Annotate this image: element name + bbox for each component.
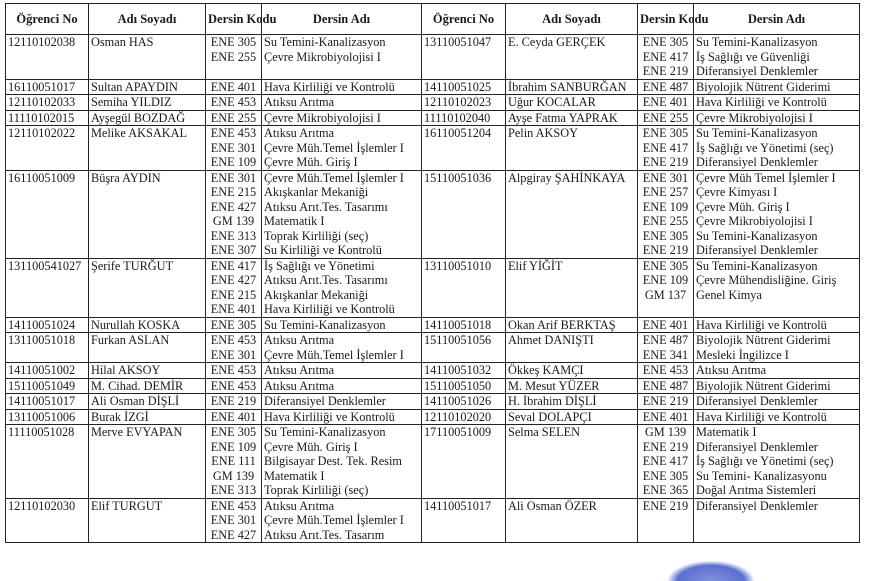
course-codes <box>206 110 262 126</box>
course-names <box>694 170 860 258</box>
course-names <box>694 317 860 333</box>
student-name: Ayşegül BOZDAĞ <box>89 110 206 126</box>
course-code: ENE 401 <box>210 409 257 424</box>
course-code: ENE 417 <box>642 454 689 468</box>
student-name: Furkan ASLAN <box>89 333 206 363</box>
course-code: ENE 305 <box>210 35 257 49</box>
course-codes <box>206 394 262 410</box>
student-number: 17110051009 <box>422 425 506 499</box>
student-number: 11110102040 <box>422 110 506 126</box>
course-names <box>262 363 422 379</box>
course-name: Çevre Mühendisliğine. Giriş <box>696 273 837 287</box>
student-name: M. Mesut YÜZER <box>506 378 638 394</box>
student-name: Nurullah KOSKA <box>89 317 206 333</box>
course-name: Toprak Kirliliği (seç) <box>264 483 369 497</box>
student-name: Ayşe Fatma YAPRAK <box>506 110 638 126</box>
student-number: 14110051024 <box>6 317 89 333</box>
course-name: Atıksu Arıtma <box>264 126 335 140</box>
course-name: Su Temini-Kanalizasyon <box>264 35 386 49</box>
course-names <box>694 95 860 111</box>
course-codes <box>638 363 694 379</box>
course-name: Hava Kirliliği ve Kontrolü <box>264 302 395 316</box>
course-code: ENE 307 <box>210 243 257 257</box>
student-name: Ali Osman ÖZER <box>506 498 638 543</box>
student-name: Elif YİĞİT <box>506 258 638 317</box>
student-name: Burak İZGİ <box>89 409 206 425</box>
course-code: ENE 215 <box>210 287 257 302</box>
course-name: Matematik I <box>696 425 757 439</box>
course-name: Bilgisayar Dest. Tek. Resim <box>264 454 402 468</box>
course-code: ENE 305 <box>642 228 689 243</box>
student-name: İbrahim SANBURĞAN <box>506 79 638 95</box>
course-name: Diferansiyel Denklemler <box>696 155 818 169</box>
course-name: İş Sağlığı ve Yönetimi <box>264 258 375 273</box>
course-code: ENE 255 <box>642 214 689 228</box>
course-name: Diferansiyel Denklemler <box>264 394 386 408</box>
header-adi-soyadi: Adı Soyadı <box>89 4 206 35</box>
course-code: ENE 305 <box>210 317 257 332</box>
course-name: Çevre Mikrobiyolojisi I <box>696 110 813 125</box>
student-name: Osman HAS <box>89 35 206 80</box>
student-name: Şerife TURĞUT <box>89 258 206 317</box>
course-code: ENE 109 <box>642 273 689 287</box>
student-name: Seval DOLAPÇI <box>506 409 638 425</box>
student-number: 12110102038 <box>6 35 89 80</box>
course-name: Su Temini-Kanalizasyon <box>696 35 818 49</box>
table-row <box>6 79 860 95</box>
course-names <box>694 378 860 394</box>
student-number: 12110102023 <box>422 95 506 111</box>
course-code: ENE 109 <box>210 155 257 169</box>
course-code: ENE 301 <box>210 140 257 155</box>
table-row <box>6 95 860 111</box>
course-names <box>262 170 422 258</box>
course-name: İş Sağlığı ve Güvenliği <box>696 49 810 64</box>
course-name: Diferansiyel Denklemler <box>696 64 818 78</box>
header-dersin-adi-2: Dersin Adı <box>694 4 860 35</box>
course-name: Su Temini-Kanalizasyon <box>264 317 386 332</box>
student-name: E. Ceyda GERÇEK <box>506 35 638 80</box>
course-codes <box>206 425 262 499</box>
course-codes <box>638 425 694 499</box>
course-names <box>262 126 422 171</box>
course-name: Su Temini-Kanalizasyon <box>696 258 818 273</box>
course-name: Atıksu Arıtma <box>264 378 335 393</box>
student-number: 16110051009 <box>6 170 89 258</box>
table-row <box>6 170 860 258</box>
course-codes <box>206 378 262 394</box>
course-code: ENE 219 <box>642 64 689 78</box>
table-row <box>6 409 860 425</box>
student-number: 13110051047 <box>422 35 506 80</box>
course-names <box>694 258 860 317</box>
course-names <box>262 425 422 499</box>
course-codes <box>638 378 694 394</box>
course-names <box>694 35 860 80</box>
course-names <box>262 317 422 333</box>
student-number: 12110102033 <box>6 95 89 111</box>
student-name: Alpgiray ŞAHİNKAYA <box>506 170 638 258</box>
table-row <box>6 378 860 394</box>
course-name: Su Temini-Kanalizasyon <box>696 228 818 243</box>
course-name: Çevre Mikrobiyolojisi I <box>264 49 381 64</box>
course-code: ENE 255 <box>210 49 257 64</box>
course-code: ENE 301 <box>210 170 257 185</box>
table-row <box>6 35 860 80</box>
course-codes <box>638 35 694 80</box>
course-names <box>262 95 422 111</box>
student-number: 11110102015 <box>6 110 89 126</box>
course-name: Diferansiyel Denklemler <box>696 498 818 513</box>
course-name: Genel Kimya <box>696 287 762 302</box>
student-number: 14110051025 <box>422 79 506 95</box>
student-number: 15110051036 <box>422 170 506 258</box>
course-codes <box>206 95 262 111</box>
course-name: Çevre Müh.Temel İşlemler I <box>264 170 404 185</box>
course-names <box>694 79 860 95</box>
course-names <box>262 333 422 363</box>
course-codes <box>206 363 262 379</box>
course-code: ENE 313 <box>210 483 257 497</box>
course-code: ENE 219 <box>642 243 689 257</box>
course-code: GM 139 <box>644 425 687 439</box>
course-names <box>694 126 860 171</box>
course-codes <box>638 333 694 363</box>
course-name: Su Temini-Kanalizasyon <box>696 126 818 140</box>
course-code: ENE 417 <box>642 140 689 155</box>
course-code: ENE 255 <box>642 110 689 125</box>
course-name: Çevre Müh.Temel İşlemler I <box>264 140 404 155</box>
student-name: Okan Arif BERKTAŞ <box>506 317 638 333</box>
table-row <box>6 317 860 333</box>
course-name: Çevre Müh. Giriş I <box>264 439 358 454</box>
course-code: ENE 305 <box>642 35 689 49</box>
course-code: ENE 305 <box>642 468 689 483</box>
course-names <box>694 409 860 425</box>
student-number: 16110051204 <box>422 126 506 171</box>
course-name: Diferansiyel Denklemler <box>696 439 818 454</box>
course-name: Çevre Kimyası I <box>696 185 778 199</box>
course-code: GM 139 <box>212 214 255 228</box>
course-names <box>694 498 860 543</box>
student-name: Ahmet DANIŞTI <box>506 333 638 363</box>
course-codes <box>638 498 694 543</box>
course-name: Çevre Müh. Giriş I <box>264 155 358 169</box>
table-row <box>6 498 860 543</box>
course-code: ENE 427 <box>210 273 257 287</box>
student-number: 14110051018 <box>422 317 506 333</box>
course-code: ENE 453 <box>210 126 257 140</box>
course-code: ENE 401 <box>642 95 689 109</box>
course-code: ENE 453 <box>210 498 257 513</box>
student-number: 15110051050 <box>422 378 506 394</box>
course-codes <box>206 498 262 543</box>
course-code: ENE 417 <box>210 258 257 273</box>
course-name: Atıksu Arıt.Tes. Tasarım <box>264 527 385 542</box>
student-name: Semiha YILDIZ <box>89 95 206 111</box>
course-names <box>262 378 422 394</box>
table-row <box>6 425 860 499</box>
course-names <box>262 258 422 317</box>
student-number: 15110051056 <box>422 333 506 363</box>
student-name: Ali Osman DİŞLİ <box>89 394 206 410</box>
course-code: ENE 219 <box>210 394 257 408</box>
course-name: Su Temini-Kanalizasyon <box>264 425 386 439</box>
course-names <box>262 394 422 410</box>
course-name: Atıksu Arıtma <box>264 363 335 377</box>
student-name: Pelin AKSOY <box>506 126 638 171</box>
course-names <box>694 110 860 126</box>
course-code: ENE 487 <box>642 333 689 347</box>
student-number: 14110051017 <box>6 394 89 410</box>
course-names <box>262 110 422 126</box>
course-codes <box>206 35 262 80</box>
course-name: Atıksu Arıt.Tes. Tasarımı <box>264 199 388 214</box>
course-code: GM 139 <box>212 468 255 483</box>
course-names <box>262 498 422 543</box>
student-name: Hilal AKSOY <box>89 363 206 379</box>
student-number: 11110051028 <box>6 425 89 499</box>
course-name: İş Sağlığı ve Yönetimi (seç) <box>696 140 834 155</box>
course-code: ENE 453 <box>642 363 689 377</box>
student-name: Selma SELEN <box>506 425 638 499</box>
header-dersin-kodu: Dersin Kodu <box>206 4 262 35</box>
course-name: Atıksu Arıtma <box>264 95 335 109</box>
course-name: Doğal Arıtma Sistemleri <box>696 483 817 497</box>
course-code: ENE 301 <box>642 170 689 185</box>
student-number: 13110051018 <box>6 333 89 363</box>
course-code: ENE 305 <box>642 258 689 273</box>
course-name: Su Kirliliği ve Kontrolü <box>264 243 382 257</box>
course-name: Biyolojik Nütrent Giderimi <box>696 378 831 393</box>
course-name: Hava Kirliliği ve Kontrolü <box>696 317 827 332</box>
course-code: ENE 257 <box>642 185 689 199</box>
course-code: ENE 219 <box>642 155 689 169</box>
course-code: ENE 109 <box>210 439 257 454</box>
course-names <box>262 79 422 95</box>
course-name: Çevre Müh.Temel İşlemler I <box>264 513 404 527</box>
course-code: ENE 301 <box>210 513 257 527</box>
course-name: Diferansiyel Denklemler <box>696 394 818 408</box>
course-code: ENE 313 <box>210 228 257 243</box>
course-codes <box>638 126 694 171</box>
course-codes <box>206 333 262 363</box>
student-number: 12110102030 <box>6 498 89 543</box>
student-name: H. İbrahim DİŞLİ <box>506 394 638 410</box>
course-code: ENE 219 <box>642 498 689 513</box>
course-code: ENE 401 <box>642 317 689 332</box>
course-code: ENE 427 <box>210 527 257 542</box>
course-name: Çevre Mikrobiyolojisi I <box>264 110 381 125</box>
course-code: ENE 215 <box>210 185 257 199</box>
student-number: 16110051017 <box>6 79 89 95</box>
course-codes <box>638 409 694 425</box>
table-row <box>6 126 860 171</box>
student-number: 14110051002 <box>6 363 89 379</box>
course-code: ENE 111 <box>211 454 256 468</box>
student-number: 14110051032 <box>422 363 506 379</box>
course-code: ENE 453 <box>210 95 257 109</box>
course-codes <box>638 110 694 126</box>
course-code: ENE 219 <box>642 439 689 454</box>
course-name: Biyolojik Nütrent Giderimi <box>696 79 831 94</box>
student-name: Büşra AYDIN <box>89 170 206 258</box>
course-code: ENE 427 <box>210 199 257 214</box>
course-name: İş Sağlığı ve Yönetimi (seç) <box>696 454 834 468</box>
course-name: Çevre Müh.Temel İşlemler I <box>264 347 404 362</box>
student-number: 13110051006 <box>6 409 89 425</box>
student-number: 15110051049 <box>6 378 89 394</box>
course-codes <box>206 170 262 258</box>
course-name: Matematik I <box>264 214 325 228</box>
student-name: Sultan APAYDIN <box>89 79 206 95</box>
table-row <box>6 333 860 363</box>
course-name: Diferansiyel Denklemler <box>696 243 818 257</box>
student-number: 13110051010 <box>422 258 506 317</box>
table-row <box>6 110 860 126</box>
course-name: Hava Kirliliği ve Kontrolü <box>264 79 395 94</box>
table-row <box>6 363 860 379</box>
course-code: ENE 487 <box>642 79 689 94</box>
header-ogrenci-no: Öğrenci No <box>6 4 89 35</box>
course-name: Hava Kirliliği ve Kontrolü <box>696 95 827 109</box>
course-code: ENE 453 <box>210 378 257 393</box>
course-name: Atıksu Arıtma <box>696 363 767 377</box>
official-stamp <box>668 561 754 581</box>
course-codes <box>638 79 694 95</box>
student-name: Uğur KOCALAR <box>506 95 638 111</box>
course-codes <box>638 95 694 111</box>
course-code: ENE 401 <box>210 302 257 316</box>
course-names <box>694 363 860 379</box>
course-code: ENE 305 <box>642 126 689 140</box>
course-name: Çevre Müh Temel İşlemler I <box>696 170 836 185</box>
course-code: ENE 219 <box>642 394 689 408</box>
course-codes <box>638 170 694 258</box>
course-name: Hava Kirliliği ve Kontrolü <box>696 409 827 424</box>
course-name: Atıksu Arıtma <box>264 498 335 513</box>
course-name: Atıksu Arıtma <box>264 333 335 347</box>
course-codes <box>206 409 262 425</box>
course-codes <box>638 394 694 410</box>
course-code: ENE 487 <box>642 378 689 393</box>
course-name: Su Temini- Kanalizasyonu <box>696 468 827 483</box>
course-names <box>262 35 422 80</box>
course-code: ENE 453 <box>210 363 257 377</box>
student-name: Merve EVYAPAN <box>89 425 206 499</box>
course-code: ENE 417 <box>642 49 689 64</box>
course-code: ENE 401 <box>210 79 257 94</box>
student-number: 12110102022 <box>6 126 89 171</box>
student-name: Ökkeş KAMÇI <box>506 363 638 379</box>
course-name: Akışkanlar Mekaniği <box>264 185 369 199</box>
course-name: Çevre Mikrobiyolojisi I <box>696 214 813 228</box>
course-code: ENE 255 <box>210 110 257 125</box>
course-names <box>694 425 860 499</box>
course-name: Atıksu Arıt.Tes. Tasarımı <box>264 273 388 287</box>
course-name: Biyolojik Nütrent Giderimi <box>696 333 831 347</box>
course-name: Akışkanlar Mekaniği <box>264 287 369 302</box>
course-code: ENE 301 <box>210 347 257 362</box>
student-name: M. Cihad. DEMİR <box>89 378 206 394</box>
header-ogrenci-no-2: Öğrenci No <box>422 4 506 35</box>
student-name: Elif TURGUT <box>89 498 206 543</box>
course-codes <box>206 258 262 317</box>
course-codes <box>638 317 694 333</box>
header-row <box>6 4 860 35</box>
header-adi-soyadi-2: Adı Soyadı <box>506 4 638 35</box>
course-codes <box>638 258 694 317</box>
course-name: Toprak Kirliliği (seç) <box>264 228 369 243</box>
course-names <box>262 409 422 425</box>
course-code: ENE 109 <box>642 199 689 214</box>
course-codes <box>206 126 262 171</box>
course-name: Mesleki İngilizce I <box>696 347 789 362</box>
student-number: 12110102020 <box>422 409 506 425</box>
course-name: Hava Kirliliği ve Kontrolü <box>264 409 395 424</box>
course-code: GM 137 <box>644 287 687 302</box>
course-name: Çevre Müh. Giriş I <box>696 199 790 214</box>
student-number: 14110051017 <box>422 498 506 543</box>
course-code: ENE 401 <box>642 409 689 424</box>
course-code: ENE 305 <box>210 425 257 439</box>
course-code: ENE 453 <box>210 333 257 347</box>
student-number: 14110051026 <box>422 394 506 410</box>
student-name: Melike AKSAKAL <box>89 126 206 171</box>
course-code: ENE 341 <box>642 347 689 362</box>
header-dersin-adi: Dersin Adı <box>262 4 422 35</box>
course-codes <box>206 317 262 333</box>
student-number: 131100541027 <box>6 258 89 317</box>
course-names <box>694 394 860 410</box>
course-codes <box>206 79 262 95</box>
course-name: Matematik I <box>264 468 325 483</box>
course-names <box>694 333 860 363</box>
header-dersin-kodu-2: Dersin Kodu <box>638 4 694 35</box>
course-code: ENE 365 <box>642 483 689 497</box>
table-row <box>6 258 860 317</box>
table-row <box>6 394 860 410</box>
course-registration-table <box>5 3 860 543</box>
